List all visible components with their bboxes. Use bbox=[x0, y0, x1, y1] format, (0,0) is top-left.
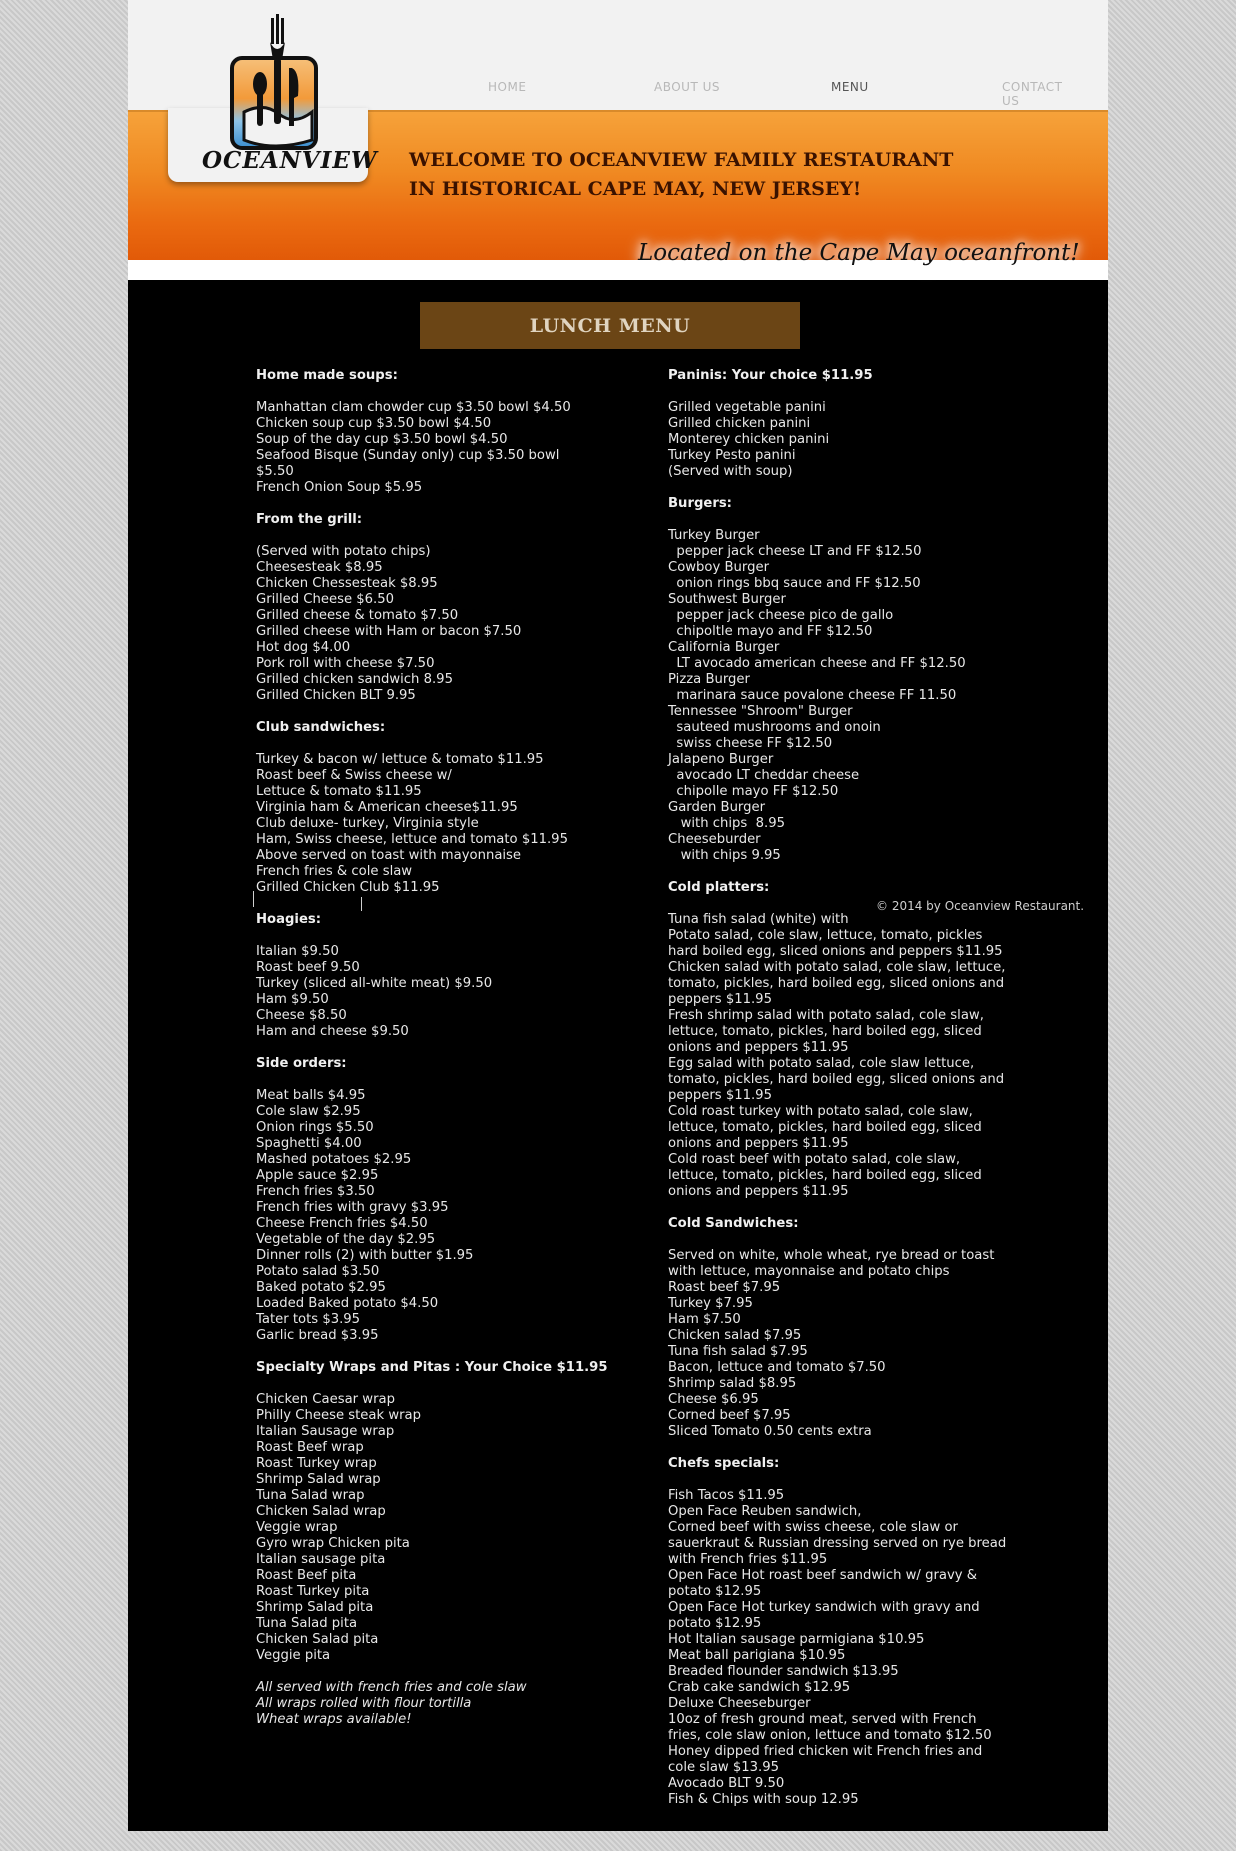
spacer bbox=[668, 1472, 1068, 1488]
menu-item: (Served with potato chips) bbox=[256, 544, 431, 559]
menu-item: Breaded flounder sandwich $13.95 bbox=[668, 1664, 899, 1679]
menu-section-heading: Paninis: Your choice $11.95 bbox=[668, 368, 873, 383]
menu-item: hard boiled egg, sliced onions and peppers $11.95 bbox=[668, 944, 1003, 959]
menu-item: peppers $11.95 bbox=[668, 1088, 772, 1103]
menu-item: Roast beef & Swiss cheese w/ bbox=[256, 768, 452, 783]
menu-item: Vegetable of the day $2.95 bbox=[256, 1232, 436, 1247]
menu-item: $5.50 bbox=[256, 464, 294, 479]
menu-item: Tuna Salad pita bbox=[256, 1616, 358, 1631]
menu-item: Grilled vegetable panini bbox=[668, 400, 826, 415]
menu-item: 10oz of fresh ground meat, served with French bbox=[668, 1712, 977, 1727]
menu-item: onions and peppers $11.95 bbox=[668, 1184, 849, 1199]
menu-item: Roast beef $7.95 bbox=[668, 1280, 781, 1295]
menu-item: Chicken Salad wrap bbox=[256, 1504, 386, 1519]
menu-item: Virginia ham & American cheese$11.95 bbox=[256, 800, 518, 815]
menu-item: Open Face Reuben sandwich, bbox=[668, 1504, 862, 1519]
menu-item: Manhattan clam chowder cup $3.50 bowl $4.50 bbox=[256, 400, 571, 415]
menu-item: Onion rings $5.50 bbox=[256, 1120, 374, 1135]
menu-title: LUNCH MENU bbox=[529, 314, 691, 337]
menu-item: Cheeseburder bbox=[668, 832, 761, 847]
page-container bbox=[128, 0, 1108, 1831]
menu-item: Roast Turkey pita bbox=[256, 1584, 370, 1599]
menu-item: Ham $7.50 bbox=[668, 1312, 741, 1327]
menu-item: pepper jack cheese pico de gallo bbox=[668, 608, 894, 623]
menu-item: chipolle mayo FF $12.50 bbox=[668, 784, 839, 799]
menu-item: Chicken salad $7.95 bbox=[668, 1328, 802, 1343]
menu-section-heading: Cold Sandwiches: bbox=[668, 1216, 799, 1231]
menu-item: Italian Sausage wrap bbox=[256, 1424, 395, 1439]
menu-section-heading: Specialty Wraps and Pitas : Your Choice $11.95 bbox=[256, 1360, 608, 1375]
menu-item: Cold roast beef with potato salad, cole slaw, bbox=[668, 1152, 961, 1167]
tagline: Located on the Cape May oceanfront! bbox=[638, 240, 1080, 266]
menu-item: tomato, pickles, hard boiled egg, sliced onions and bbox=[668, 976, 1005, 991]
menu-section-heading: Hoagies: bbox=[256, 912, 322, 927]
menu-item: Soup of the day cup $3.50 bowl $4.50 bbox=[256, 432, 508, 447]
menu-item: chipoltle mayo and FF $12.50 bbox=[668, 624, 873, 639]
menu-item: Sliced Tomato 0.50 cents extra bbox=[668, 1424, 872, 1439]
menu-item: Potato salad, cole slaw, lettuce, tomato, pickles bbox=[668, 928, 983, 943]
menu-item: Grilled cheese with Ham or bacon $7.50 bbox=[256, 624, 522, 639]
menu-item: onions and peppers $11.95 bbox=[668, 1136, 849, 1151]
spacer bbox=[668, 512, 1068, 528]
menu-item: Hot Italian sausage parmigiana $10.95 bbox=[668, 1632, 925, 1647]
menu-item: Corned beef with swiss cheese, cole slaw or bbox=[668, 1520, 958, 1535]
menu-item: French fries $3.50 bbox=[256, 1184, 375, 1199]
menu-item: with chips 9.95 bbox=[668, 848, 781, 863]
spacer bbox=[256, 896, 656, 912]
menu-item: Fish Tacos $11.95 bbox=[668, 1488, 785, 1503]
menu-item: Italian sausage pita bbox=[256, 1552, 386, 1567]
menu-item: Tennessee "Shroom" Burger bbox=[668, 704, 853, 719]
menu-item: Roast Beef wrap bbox=[256, 1440, 364, 1455]
spacer bbox=[256, 528, 656, 544]
menu-item: avocado LT cheddar cheese bbox=[668, 768, 860, 783]
menu-item: onion rings bbq sauce and FF $12.50 bbox=[668, 576, 921, 591]
menu-item: Turkey & bacon w/ lettuce & tomato $11.95 bbox=[256, 752, 544, 767]
menu-item: Cheese French fries $4.50 bbox=[256, 1216, 428, 1231]
menu-item: Lettuce & tomato $11.95 bbox=[256, 784, 422, 799]
spacer bbox=[668, 1200, 1068, 1216]
menu-section-heading: Chefs specials: bbox=[668, 1456, 780, 1471]
fork-knife-spoon-logo-icon[interactable] bbox=[224, 12, 324, 162]
menu-item: Cheesesteak $8.95 bbox=[256, 560, 383, 575]
spacer bbox=[668, 384, 1068, 400]
menu-item: Open Face Hot turkey sandwich with gravy and bbox=[668, 1600, 980, 1615]
menu-item: Tuna fish salad (white) with bbox=[668, 912, 849, 927]
menu-item: Chicken salad with potato salad, cole slaw, lettuce, bbox=[668, 960, 1006, 975]
menu-item: Fish & Chips with soup 12.95 bbox=[668, 1792, 859, 1807]
menu-item: Shrimp salad $8.95 bbox=[668, 1376, 797, 1391]
menu-section-heading: Burgers: bbox=[668, 496, 732, 511]
menu-item: Philly Cheese steak wrap bbox=[256, 1408, 421, 1423]
menu-item: pepper jack cheese LT and FF $12.50 bbox=[668, 544, 922, 559]
menu-item: onions and peppers $11.95 bbox=[668, 1040, 849, 1055]
menu-item: Mashed potatoes $2.95 bbox=[256, 1152, 412, 1167]
menu-item: Apple sauce $2.95 bbox=[256, 1168, 379, 1183]
menu-item: Gyro wrap Chicken pita bbox=[256, 1536, 410, 1551]
menu-right-column bbox=[668, 368, 1068, 1808]
menu-item: Ham, Swiss cheese, lettuce and tomato $11.95 bbox=[256, 832, 568, 847]
menu-item: Fresh shrimp salad with potato salad, cole slaw, bbox=[668, 1008, 984, 1023]
menu-item: Roast Beef pita bbox=[256, 1568, 357, 1583]
spacer bbox=[668, 1440, 1068, 1456]
menu-item: lettuce, tomato, pickles, hard boiled egg, sliced bbox=[668, 1024, 982, 1039]
menu-item: Potato salad $3.50 bbox=[256, 1264, 380, 1279]
menu-item: Cole slaw $2.95 bbox=[256, 1104, 361, 1119]
menu-item: Turkey $7.95 bbox=[668, 1296, 753, 1311]
spacer bbox=[256, 1040, 656, 1056]
menu-item: Ham $9.50 bbox=[256, 992, 329, 1007]
menu-title-banner bbox=[420, 302, 800, 349]
menu-item: Baked potato $2.95 bbox=[256, 1280, 386, 1295]
spacer bbox=[256, 704, 656, 720]
menu-item: with chips 8.95 bbox=[668, 816, 786, 831]
menu-item: fries, cole slaw onion, lettuce and tomato $12.50 bbox=[668, 1728, 992, 1743]
text-cursor-mark bbox=[361, 897, 362, 911]
spacer bbox=[256, 1344, 656, 1360]
menu-item: Roast Turkey wrap bbox=[256, 1456, 377, 1471]
menu-item: Pork roll with cheese $7.50 bbox=[256, 656, 435, 671]
nav-home[interactable]: HOME bbox=[488, 80, 527, 94]
menu-item: Served on white, whole wheat, rye bread or toast bbox=[668, 1248, 995, 1263]
menu-item: Cheese $6.95 bbox=[668, 1392, 759, 1407]
menu-item: Chicken soup cup $3.50 bowl $4.50 bbox=[256, 416, 492, 431]
menu-item: Cheese $8.50 bbox=[256, 1008, 347, 1023]
spacer bbox=[256, 928, 656, 944]
menu-item: Meat ball parigiana $10.95 bbox=[668, 1648, 846, 1663]
menu-item: Garden Burger bbox=[668, 800, 766, 815]
menu-note: Wheat wraps available! bbox=[256, 1712, 412, 1727]
spacer bbox=[256, 1376, 656, 1392]
logo-wordmark[interactable]: OCEANVIEW bbox=[202, 147, 378, 174]
nav-contact-us[interactable]: CONTACT US bbox=[1002, 80, 1063, 108]
menu-item: with French fries $11.95 bbox=[668, 1552, 828, 1567]
menu-item: Turkey Pesto panini bbox=[668, 448, 796, 463]
menu-item: Above served on toast with mayonnaise bbox=[256, 848, 522, 863]
menu-item: peppers $11.95 bbox=[668, 992, 772, 1007]
spacer bbox=[668, 480, 1068, 496]
menu-left-column bbox=[256, 368, 656, 1728]
menu-item: Meat balls $4.95 bbox=[256, 1088, 366, 1103]
menu-item: Egg salad with potato salad, cole slaw lettuce, bbox=[668, 1056, 975, 1071]
spacer bbox=[256, 736, 656, 752]
menu-item: Shrimp Salad pita bbox=[256, 1600, 374, 1615]
menu-item: tomato, pickles, hard boiled egg, sliced onions and bbox=[668, 1072, 1005, 1087]
menu-item: sauteed mushrooms and onoin bbox=[668, 720, 881, 735]
spacer bbox=[256, 384, 656, 400]
menu-item: Grilled chicken sandwich 8.95 bbox=[256, 672, 453, 687]
menu-item: Italian $9.50 bbox=[256, 944, 339, 959]
welcome-line-1: WELCOME TO OCEANVIEW FAMILY RESTAURANT bbox=[409, 149, 954, 171]
menu-item: Turkey Burger bbox=[668, 528, 760, 543]
menu-item: Cowboy Burger bbox=[668, 560, 769, 575]
copyright-text: © 2014 by Oceanview Restaurant. bbox=[876, 899, 1085, 913]
menu-item: Chicken Chessesteak $8.95 bbox=[256, 576, 438, 591]
menu-item: Tuna fish salad $7.95 bbox=[668, 1344, 808, 1359]
menu-item: Bacon, lettuce and tomato $7.50 bbox=[668, 1360, 886, 1375]
menu-item: Veggie wrap bbox=[256, 1520, 338, 1535]
menu-item: sauerkraut & Russian dressing served on rye bread bbox=[668, 1536, 1007, 1551]
menu-item: Club deluxe- turkey, Virginia style bbox=[256, 816, 479, 831]
menu-item: Grilled cheese & tomato $7.50 bbox=[256, 608, 459, 623]
menu-section-heading: Cold platters: bbox=[668, 880, 770, 895]
text-cursor-mark bbox=[253, 891, 254, 907]
main-nav bbox=[408, 80, 1068, 108]
menu-section-heading: Side orders: bbox=[256, 1056, 347, 1071]
menu-item: cole slaw $13.95 bbox=[668, 1760, 780, 1775]
menu-item: Hot dog $4.00 bbox=[256, 640, 351, 655]
menu-item: Ham and cheese $9.50 bbox=[256, 1024, 409, 1039]
menu-item: potato $12.95 bbox=[668, 1616, 762, 1631]
menu-item: Shrimp Salad wrap bbox=[256, 1472, 381, 1487]
spacer bbox=[256, 1664, 656, 1680]
menu-item: Pizza Burger bbox=[668, 672, 750, 687]
menu-item: Seafood Bisque (Sunday only) cup $3.50 bowl bbox=[256, 448, 560, 463]
menu-item: Deluxe Cheeseburger bbox=[668, 1696, 811, 1711]
menu-item: marinara sauce povalone cheese FF 11.50 bbox=[668, 688, 957, 703]
menu-item: Tater tots $3.95 bbox=[256, 1312, 361, 1327]
menu-item: Turkey (sliced all-white meat) $9.50 bbox=[256, 976, 493, 991]
menu-section-heading: Home made soups: bbox=[256, 368, 398, 383]
menu-item: Avocado BLT 9.50 bbox=[668, 1776, 785, 1791]
menu-item: Loaded Baked potato $4.50 bbox=[256, 1296, 439, 1311]
menu-item: Open Face Hot roast beef sandwich w/ gravy & bbox=[668, 1568, 978, 1583]
menu-item: Grilled chicken panini bbox=[668, 416, 811, 431]
menu-item: Southwest Burger bbox=[668, 592, 786, 607]
menu-item: (Served with soup) bbox=[668, 464, 793, 479]
menu-item: Monterey chicken panini bbox=[668, 432, 830, 447]
spacer bbox=[256, 1072, 656, 1088]
menu-item: LT avocado american cheese and FF $12.50 bbox=[668, 656, 966, 671]
menu-item: Grilled Chicken BLT 9.95 bbox=[256, 688, 416, 703]
menu-note: All wraps rolled with flour tortilla bbox=[256, 1696, 472, 1711]
menu-item: Jalapeno Burger bbox=[668, 752, 774, 767]
menu-item: Honey dipped fried chicken wit French fries and bbox=[668, 1744, 983, 1759]
menu-item: Grilled Cheese $6.50 bbox=[256, 592, 395, 607]
menu-item: Chicken Caesar wrap bbox=[256, 1392, 395, 1407]
menu-item: with lettuce, mayonnaise and potato chips bbox=[668, 1264, 950, 1279]
menu-item: Corned beef $7.95 bbox=[668, 1408, 791, 1423]
menu-item: Dinner rolls (2) with butter $1.95 bbox=[256, 1248, 474, 1263]
menu-item: swiss cheese FF $12.50 bbox=[668, 736, 833, 751]
nav-about-us[interactable]: ABOUT US bbox=[654, 80, 721, 94]
welcome-heading bbox=[409, 146, 969, 204]
menu-section-heading: From the grill: bbox=[256, 512, 363, 527]
menu-item: lettuce, tomato, pickles, hard boiled egg, sliced bbox=[668, 1168, 982, 1183]
menu-item: Cold roast turkey with potato salad, cole slaw, bbox=[668, 1104, 973, 1119]
menu-item: Garlic bread $3.95 bbox=[256, 1328, 379, 1343]
menu-item: Crab cake sandwich $12.95 bbox=[668, 1680, 851, 1695]
spacer bbox=[668, 864, 1068, 880]
spacer bbox=[668, 1232, 1068, 1248]
menu-item: French fries with gravy $3.95 bbox=[256, 1200, 449, 1215]
menu-note: All served with french fries and cole slaw bbox=[256, 1680, 527, 1695]
menu-item: California Burger bbox=[668, 640, 780, 655]
menu-item: Grilled Chicken Club $11.95 bbox=[256, 880, 440, 895]
menu-item: Veggie pita bbox=[256, 1648, 331, 1663]
menu-item: French Onion Soup $5.95 bbox=[256, 480, 423, 495]
menu-item: Tuna Salad wrap bbox=[256, 1488, 365, 1503]
welcome-line-2: IN HISTORICAL CAPE MAY, NEW JERSEY! bbox=[409, 178, 862, 200]
menu-item: Spaghetti $4.00 bbox=[256, 1136, 362, 1151]
menu-item: French fries & cole slaw bbox=[256, 864, 413, 879]
menu-item: Roast beef 9.50 bbox=[256, 960, 360, 975]
spacer bbox=[256, 496, 656, 512]
menu-item: lettuce, tomato, pickles, hard boiled egg, sliced bbox=[668, 1120, 982, 1135]
nav-menu[interactable]: MENU bbox=[831, 80, 869, 94]
menu-item: potato $12.95 bbox=[668, 1584, 762, 1599]
menu-item: Chicken Salad pita bbox=[256, 1632, 379, 1647]
menu-section-heading: Club sandwiches: bbox=[256, 720, 386, 735]
